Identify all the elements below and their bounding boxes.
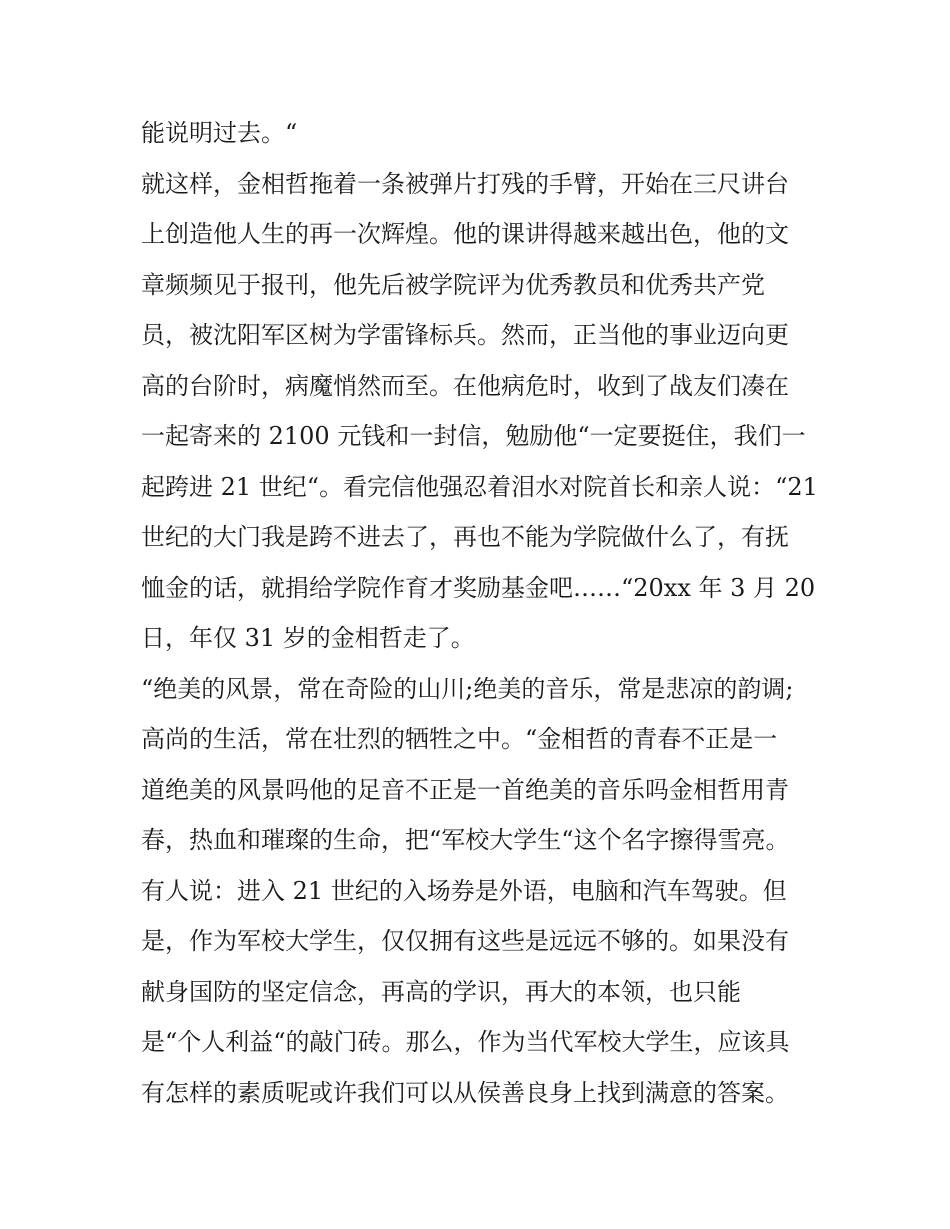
text-line: 一起寄来的 2100 元钱和一封信，勉励他“一定要挺住，我们一: [141, 422, 806, 450]
text-line: 章频频见于报刊，他先后被学院评为优秀教员和优秀共产党: [141, 270, 765, 299]
text-line: 是，作为军校大学生，仅仅拥有这些是远远不够的。如果没有: [141, 927, 789, 955]
text-line: 高尚的生活，常在壮烈的牺牲之中。“金相哲的青春不正是一: [141, 725, 778, 753]
text-line: 道绝美的风景吗他的足音不正是一首绝美的音乐吗金相哲用青: [141, 775, 789, 804]
text-line: 高的台阶时，病魔悄然而至。在他病危时，收到了战友们凑在: [141, 371, 789, 400]
text-line: 春，热血和璀璨的生命，把“军校大学生“这个名字擦得雪亮。: [141, 826, 790, 854]
text-line: 恤金的话，就捐给学院作育才奖励基金吧……“20xx 年 3 月 20: [141, 573, 816, 602]
text-line: 是“个人利益“的敲门砖。那么，作为当代军校大学生，应该具: [141, 1028, 790, 1056]
text-line: 上创造他人生的再一次辉煌。他的课讲得越来越出色，他的文: [141, 220, 789, 248]
text-line: 能说明过去。“: [141, 119, 298, 147]
text-line: 就这样，金相哲拖着一条被弹片打残的手臂，开始在三尺讲台: [141, 169, 789, 198]
text-line: 有怎样的素质呢或许我们可以从侯善良身上找到满意的答案。: [141, 1078, 789, 1107]
text-line: 世纪的大门我是跨不进去了，再也不能为学院做什么了，有抚: [141, 523, 789, 551]
text-line: 起跨进 21 世纪“。看完信他强忍着泪水对院首长和亲人说：“21: [141, 472, 818, 501]
text-line: “绝美的风景，常在奇险的山川;绝美的音乐，常是悲凉的韵调;: [141, 674, 794, 703]
document-body: [141, 108, 821, 1118]
text-line: 日，年仅 31 岁的金相哲走了。: [141, 624, 475, 652]
text-line: 有人说：进入 21 世纪的入场券是外语，电脑和汽车驾驶。但: [141, 876, 787, 905]
text-line: 献身国防的坚定信念，再高的学识，再大的本领，也只能: [141, 977, 741, 1006]
text-line: 员，被沈阳军区树为学雷锋标兵。然而，正当他的事业迈向更: [141, 321, 789, 349]
